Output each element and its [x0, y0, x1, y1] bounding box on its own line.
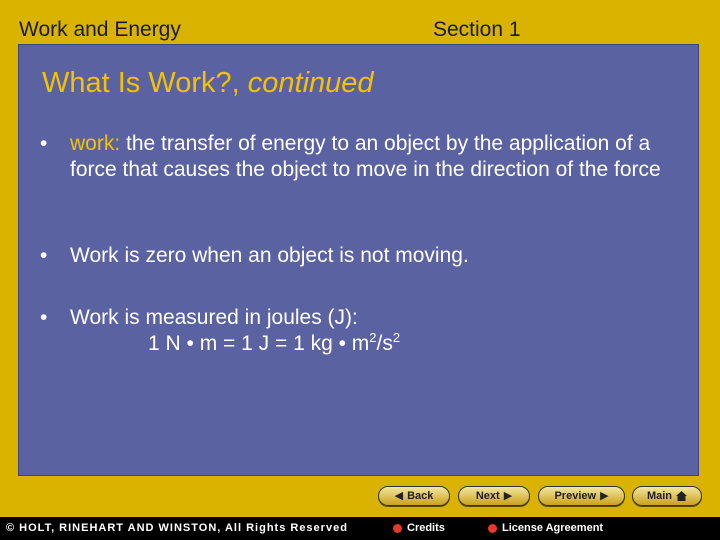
- chevron-left-icon: ◀: [394, 489, 404, 502]
- main-button[interactable]: [632, 486, 702, 506]
- bullet-text: [70, 305, 670, 357]
- term-definition: the transfer of energy to an object by the application of a force that causes the object to move in the direction of the force: [70, 132, 661, 181]
- footer-bar: [0, 517, 720, 540]
- bullet-text: [70, 131, 670, 183]
- formula-exponent: 2: [369, 330, 377, 345]
- next-button-label: Next: [475, 490, 500, 502]
- formula-base: 1 N • m = 1 J = 1 kg • m: [148, 332, 370, 355]
- bullet-item: [40, 243, 670, 269]
- bullet-dot: •: [40, 132, 48, 155]
- bullet-text-line: Work is measured in joules (J):: [70, 306, 358, 329]
- term-label: work:: [70, 132, 121, 155]
- back-button-label: Back: [407, 490, 434, 502]
- credits-label: Credits: [407, 522, 445, 534]
- bullet-dot: •: [40, 306, 48, 329]
- license-agreement-label: License Agreement: [502, 522, 604, 534]
- play-icon: ▶: [600, 489, 609, 502]
- bullet-item: [40, 305, 670, 357]
- bullet-item: [40, 131, 670, 183]
- bullet-dot-icon: [488, 524, 497, 533]
- chapter-title: Work and Energy: [19, 18, 181, 41]
- copyright-notice: © HOLT, RINEHART AND WINSTON, All Rights Reserved: [6, 522, 348, 534]
- section-label: Section 1: [433, 18, 521, 41]
- home-icon: [676, 491, 687, 501]
- preview-button[interactable]: [538, 486, 625, 506]
- slide-title-continued: continued: [247, 67, 374, 99]
- slide-title-main: What Is Work?,: [42, 67, 240, 99]
- preview-button-label: Preview: [554, 490, 597, 502]
- bullet-dot: •: [40, 244, 48, 267]
- formula-exponent: 2: [392, 330, 401, 345]
- license-agreement-link[interactable]: [488, 522, 603, 534]
- bullet-dot-icon: [393, 524, 402, 533]
- formula-divisor: /s: [376, 332, 393, 355]
- credits-link[interactable]: [393, 522, 445, 534]
- slide-header: [0, 0, 720, 44]
- main-button-label: Main: [646, 490, 673, 502]
- unit-formula: [148, 331, 670, 357]
- slide-title: [42, 67, 374, 100]
- bullet-text: Work is zero when an object is not moving.: [70, 244, 469, 267]
- chevron-right-icon: ▶: [503, 489, 513, 502]
- back-button[interactable]: [378, 486, 450, 506]
- next-button[interactable]: [458, 486, 530, 506]
